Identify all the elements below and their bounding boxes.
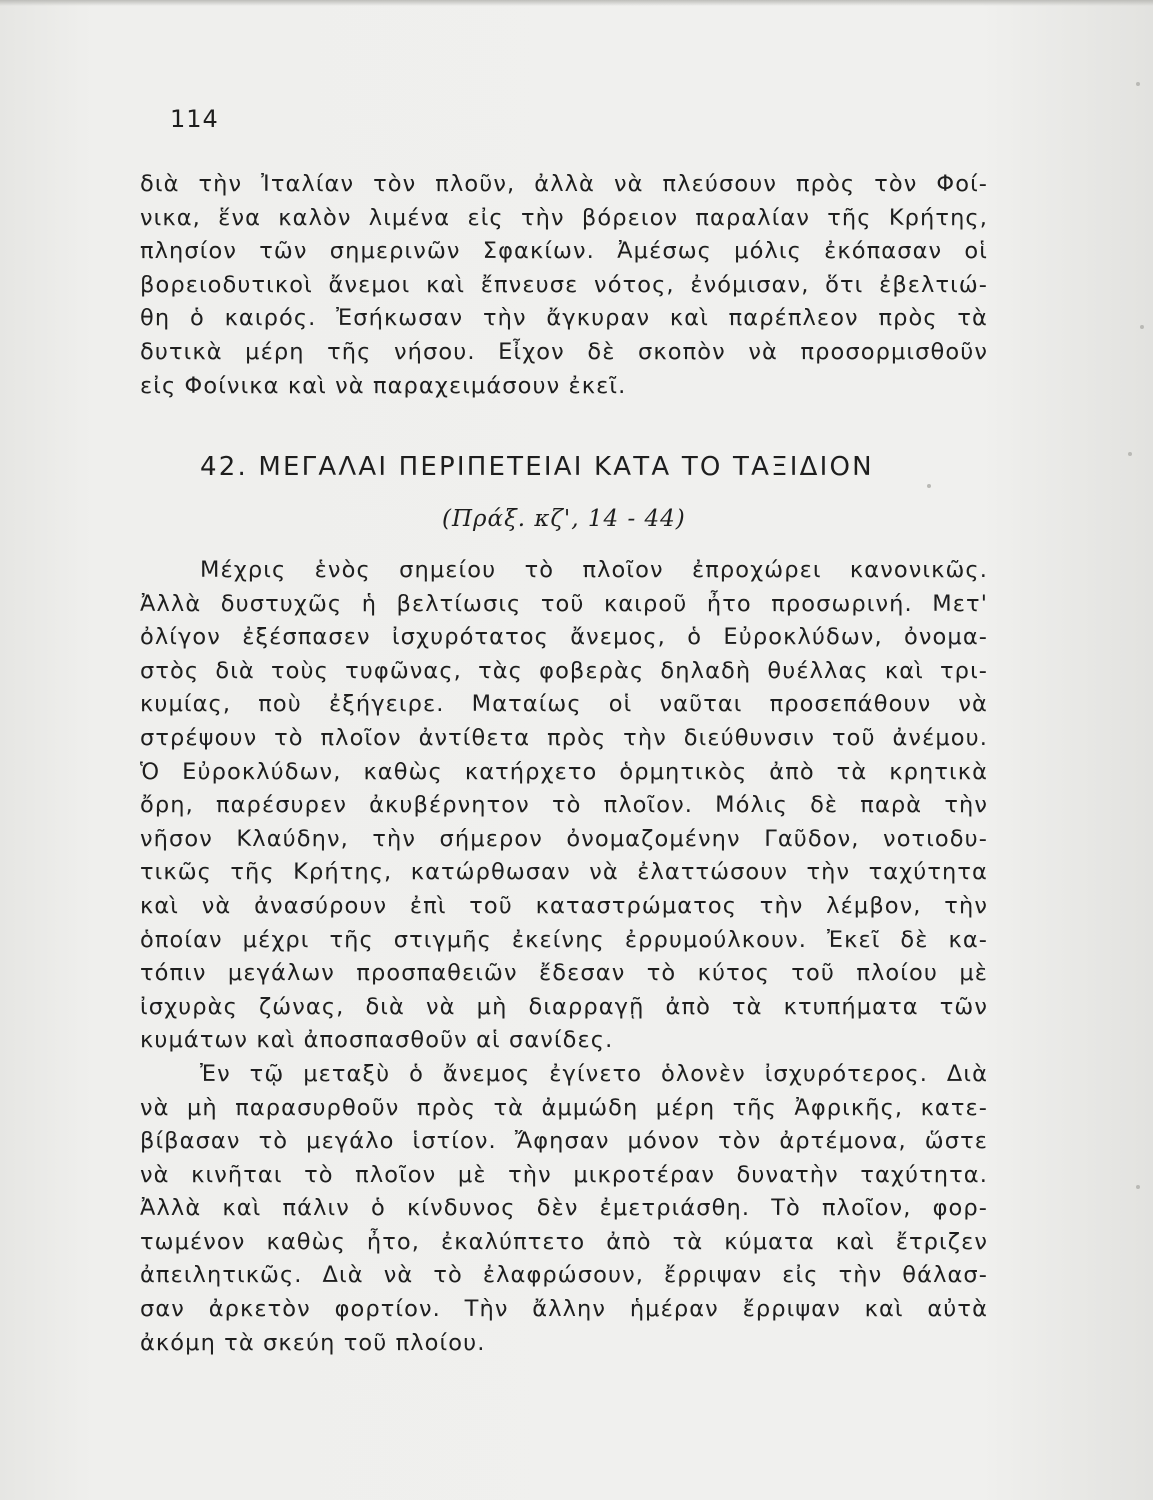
text-line: σαν ἀρκετὸν φορτίον. Τὴν ἄλλην ἡμέραν ἔρριψαν καὶ αὐτὰ (140, 1296, 988, 1323)
paper-speck (1128, 452, 1132, 456)
paper-speck (927, 484, 931, 488)
paragraph-1 (140, 168, 988, 403)
text-line: τωμένον καθὼς ἦτο, ἐκαλύπτετο ἀπὸ τὰ κύματα καὶ ἔτριζεν (140, 1228, 988, 1255)
text-line: τικῶς τῆς Κρήτης, κατώρθωσαν νὰ ἐλαττώσουν τὴν ταχύτητα (140, 859, 988, 886)
text-line: καὶ νὰ ἀνασύρουν ἐπὶ τοῦ καταστρώματος τὴν λέμβον, τὴν (140, 892, 988, 919)
text-line: Ἐν τῷ μεταξὺ ὁ ἄνεμος ἐγίνετο ὁλονὲν ἰσχυρότερος. Διὰ (200, 1060, 988, 1087)
scripture-reference: (Πράξ. κζ', 14 - 44) (442, 506, 686, 532)
paper-speck (1136, 82, 1140, 86)
text-line: στὸς διὰ τοὺς τυφῶνας, τὰς φοβερὰς δηλαδὴ θυέλλας καὶ τρι- (140, 657, 988, 684)
text-line: Ἀλλὰ καὶ πάλιν ὁ κίνδυνος δὲν ἐμετριάσθη. Τὸ πλοῖον, φορ- (140, 1195, 988, 1222)
paper-speck (1140, 325, 1144, 329)
text-line: κυμίας, ποὺ ἐξήγειρε. Ματαίως οἱ ναῦται προσεπάθουν νὰ (140, 691, 988, 718)
text-line: ἀκόμη τὰ σκεύη τοῦ πλοίου. (140, 1329, 486, 1356)
text-line: Ἀλλὰ δυστυχῶς ἡ βελτίωσις τοῦ καιροῦ ἦτο προσωρινή. Μετ' (140, 590, 988, 617)
paper-speck (1136, 1185, 1140, 1189)
text-line: Ὁ Εὐροκλύδων, καθὼς κατήρχετο ὁρμητικὸς ἀπὸ τὰ κρητικὰ (140, 758, 988, 785)
text-line: νὰ μὴ παρασυρθοῦν πρὸς τὰ ἀμμώδη μέρη τῆς Ἀφρικῆς, κατε- (140, 1094, 988, 1121)
page-top-edge (0, 0, 1153, 6)
section-heading: 42. ΜΕΓΑΛΑΙ ΠΕΡΙΠΕΤΕΙΑΙ ΚΑΤΑ ΤΟ ΤΑΞΙΔΙΟΝ (200, 452, 874, 482)
text-line: ἰσχυρὰς ζώνας, διὰ νὰ μὴ διαρραγῇ ἀπὸ τὰ κτυπήματα τῶν (140, 993, 988, 1020)
text-line: νῆσον Κλαύδην, τὴν σήμερον ὀνομαζομένην Γαῦδον, νοτιοδυ- (140, 825, 988, 852)
text-line: πλησίον τῶν σημερινῶν Σφακίων. Ἀμέσως μόλις ἐκόπασαν οἱ (140, 238, 988, 265)
text-line: ὀλίγον ἐξέσπασεν ἰσχυρότατος ἄνεμος, ὁ Εὐροκλύδων, ὀνομα- (140, 624, 988, 651)
text-line: ἀπειλητικῶς. Διὰ νὰ τὸ ἐλαφρώσουν, ἔρριψαν εἰς τὴν θάλασ- (140, 1262, 988, 1289)
text-line: βίβασαν τὸ μεγάλο ἱστίον. Ἄφησαν μόνον τὸν ἀρτέμονα, ὥστε (140, 1128, 988, 1155)
page-number: 114 (170, 105, 219, 133)
text-line: στρέψουν τὸ πλοῖον ἀντίθετα πρὸς τὴν διεύθυνσιν τοῦ ἀνέμου. (140, 724, 988, 751)
text-line: δυτικὰ μέρη τῆς νήσου. Εἶχον δὲ σκοπὸν νὰ προσορμισθοῦν (140, 338, 988, 365)
text-line: ὄρη, παρέσυρεν ἀκυβέρνητον τὸ πλοῖον. Μόλις δὲ παρὰ τὴν (140, 792, 988, 819)
text-line: διὰ τὴν Ἰταλίαν τὸν πλοῦν, ἀλλὰ νὰ πλεύσουν πρὸς τὸν Φοί- (140, 171, 988, 197)
text-line: τόπιν μεγάλων προσπαθειῶν ἔδεσαν τὸ κύτος τοῦ πλοίου μὲ (140, 960, 988, 987)
text-line: νὰ κινῆται τὸ πλοῖον μὲ τὴν μικροτέραν δυνατὴν ταχύτητα. (140, 1161, 988, 1188)
text-line: θη ὁ καιρός. Ἐσήκωσαν τὴν ἄγκυραν καὶ παρέπλεον πρὸς τὰ (140, 305, 988, 332)
text-line: βορειοδυτικοὶ ἄνεμοι καὶ ἔπνευσε νότος, ἐνόμισαν, ὅτι ἐβελτιώ- (140, 271, 988, 298)
text-line: ὁποίαν μέχρι τῆς στιγμῆς ἐκείνης ἐρρυμούλκουν. Ἐκεῖ δὲ κα- (140, 926, 988, 953)
text-line: νικα, ἕνα καλὸν λιμένα εἰς τὴν βόρειον παραλίαν τῆς Κρήτης, (140, 204, 988, 231)
paragraph-2 (140, 554, 988, 1360)
text-line: κυμάτων καὶ ἀποσπασθοῦν αἱ σανίδες. (140, 1027, 614, 1054)
text-line: Μέχρις ἑνὸς σημείου τὸ πλοῖον ἐπροχώρει κανονικῶς. (200, 557, 988, 583)
text-line: εἰς Φοίνικα καὶ νὰ παραχειμάσουν ἐκεῖ. (140, 372, 627, 399)
